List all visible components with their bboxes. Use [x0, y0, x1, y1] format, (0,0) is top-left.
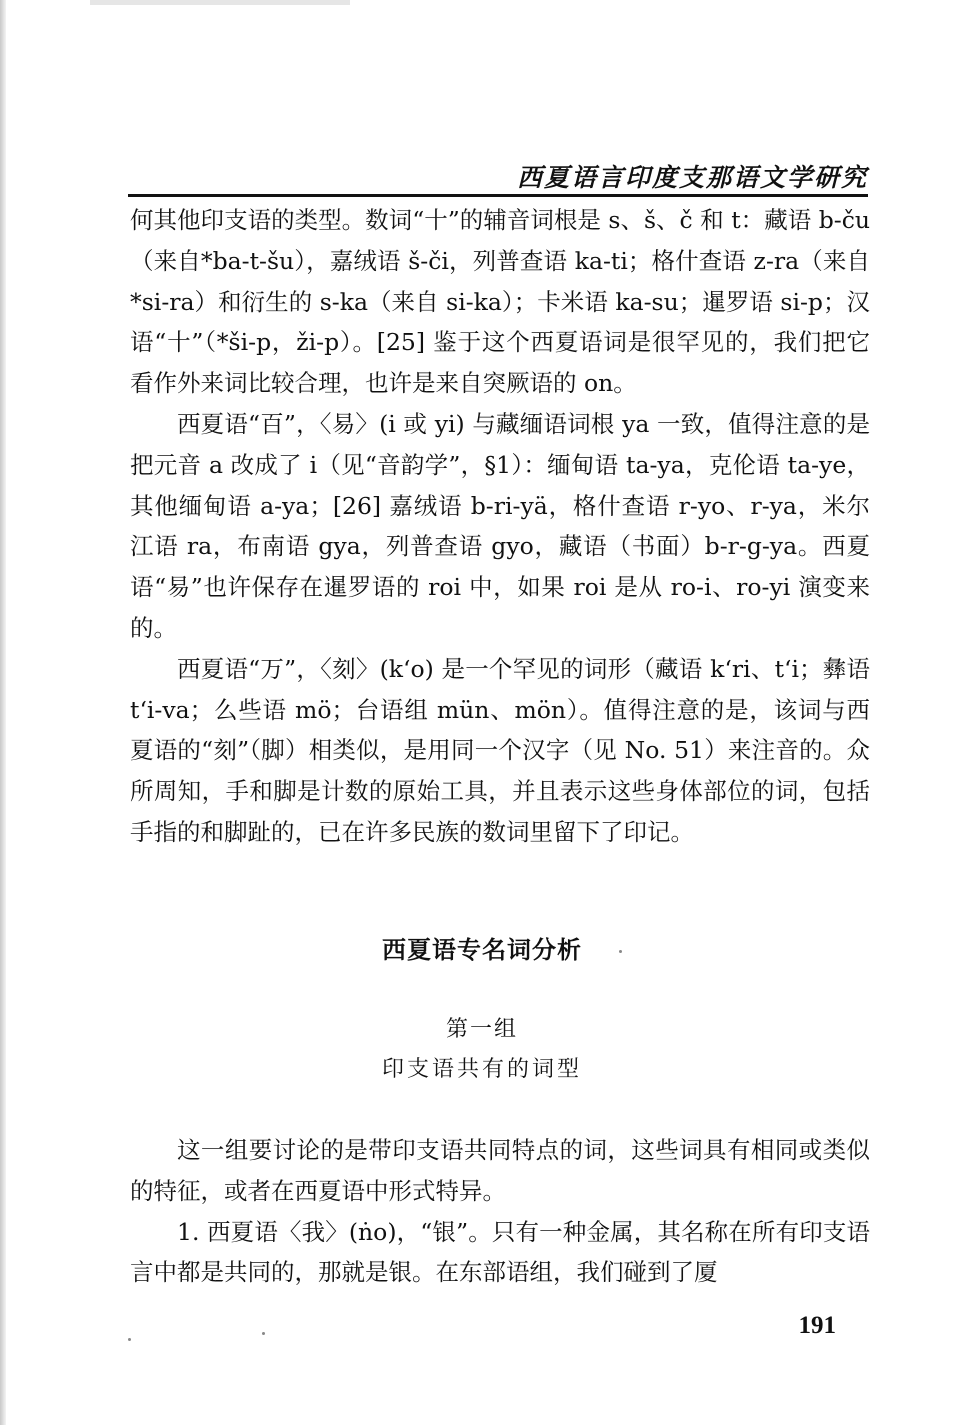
scan-smudge [90, 0, 350, 5]
paragraph-silver: 1. 西夏语〈我〉(ṅo)，“银”。只有一种金属，其名称在所有印支语言中都是共同的，那就是银。在东部语组，我们碰到了厦 [130, 1217, 870, 1287]
paragraph-group-intro: 这一组要讨论的是带印支语共同特点的词，这些词具有相同或类似的特征，或者在西夏语中形式特异。 [130, 1136, 870, 1205]
body-text-lower [130, 1130, 870, 1293]
paragraph-continued: 何其他印支语的类型。数词“十”的辅音词根是 s、š、č 和 t：藏语 b-ču（来自*ba-t-šu），嘉绒语 š-či，列普查语 ka-ti；格什查语 z-ra（来自*si-ra）和衍生的 s-ka（来自 si-ka）；卡米语 ka-su；暹罗语 si-p；汉语“十”（*ši-p，ži-p）。[25] 鉴于这个西夏语词是很罕见的，我们把它看作外来词比较合理，也许是来自突厥语的 on。 [130, 206, 870, 398]
scan-speck [128, 1338, 131, 1341]
page-number: 191 [798, 1312, 836, 1339]
scan-speck [262, 1332, 265, 1335]
header-rule [128, 194, 868, 197]
group-title: 第一组 [445, 1017, 518, 1042]
page-spine-shadow [0, 0, 6, 1425]
scan-speck [619, 950, 622, 953]
group-subtitle: 印支语共有的词型 [381, 1057, 582, 1082]
running-header: 西夏语言印度支那语文学研究 [516, 163, 868, 192]
paragraph-ten-thousand: 西夏语“万”，〈刻〉(k‘o) 是一个罕见的词形（藏语 k‘ri、t‘i；彝语 t‘i-va；么些语 mö；台语组 mün、mön）。值得注意的是，该词与西夏语的“刻”（脚）相类似，是用同一个汉字（见 No. 51）来注音的。众所周知，手和脚是计数的原始工具，并且表示这些身体部位的词，包括手指的和脚趾的，已在许多民族的数词里留下了印记。 [130, 654, 870, 846]
section-title: 西夏语专名词分析 [382, 936, 582, 964]
body-text-upper [130, 200, 870, 853]
paragraph-hundred: 西夏语“百”，〈易〉(i 或 yi) 与藏缅语词根 ya 一致，值得注意的是把元音 a 改成了 i（见“音韵学”，§1）：缅甸语 ta-ya，克伦语 ta-ye，其他缅甸语 a-ya；[26] 嘉绒语 b-ri-yä，格什查语 r-yo、r-ya，米尔江语 ra，布南语 gya，列普查语 gyo，藏语（书面）b-r-g-ya。西夏语“易”也许保存在暹罗语的 roi 中，如果 roi 是从 ro-i、ro-yi 演变来的。 [130, 409, 870, 642]
